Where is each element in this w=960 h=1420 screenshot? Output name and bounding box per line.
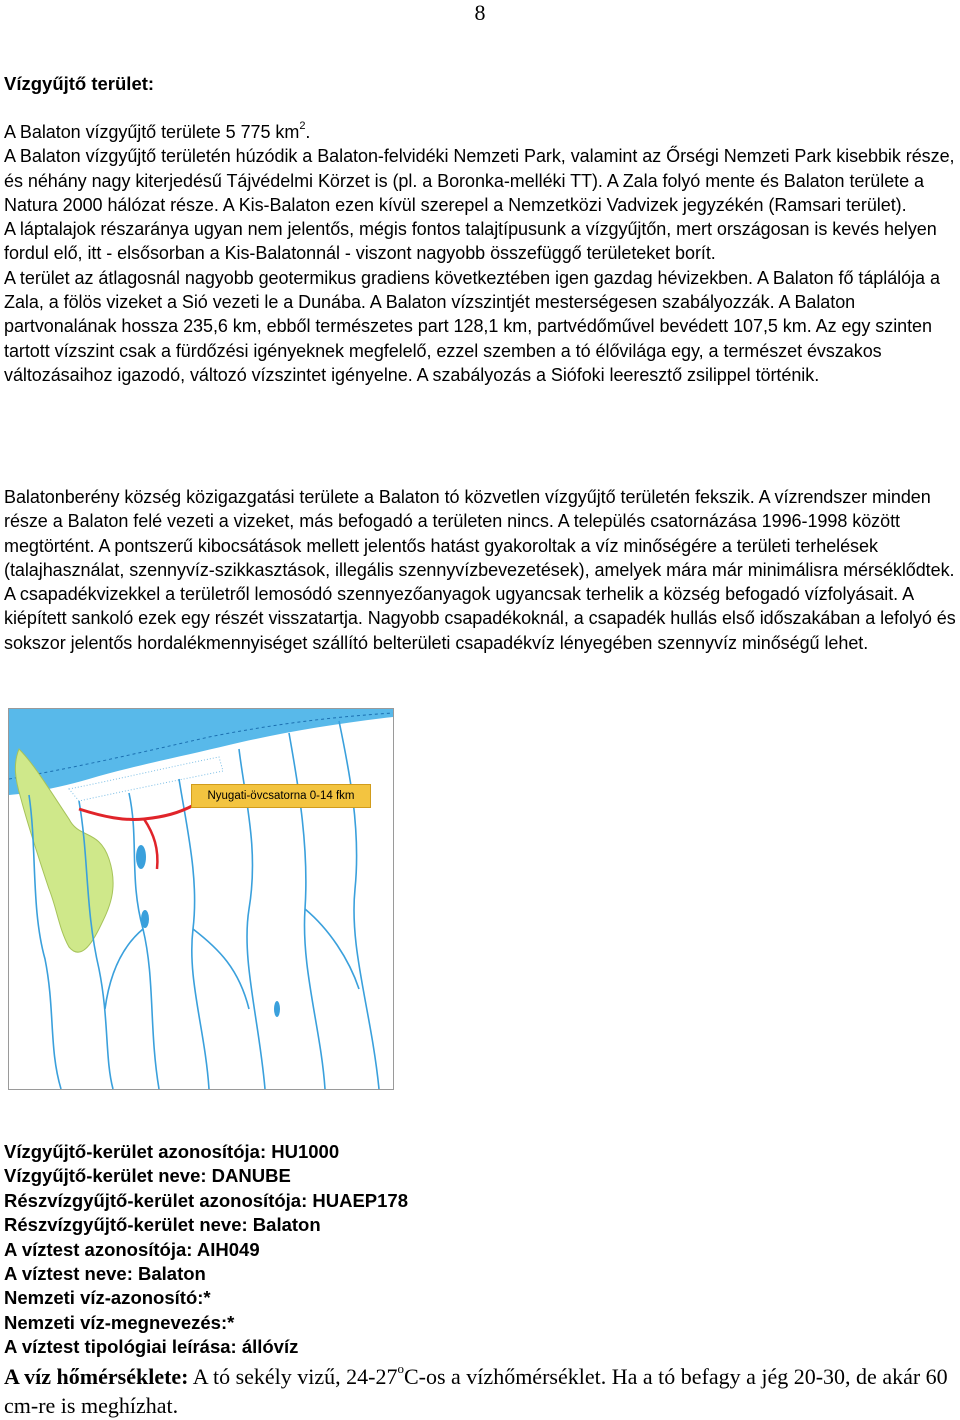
info-district-id: Vízgyűjtő-kerület azonosítója: HU1000 bbox=[4, 1141, 340, 1162]
text-block-village bbox=[4, 485, 956, 655]
temperature-degree: o bbox=[397, 1360, 404, 1376]
lake-shape bbox=[9, 709, 393, 795]
pond-3 bbox=[274, 1001, 280, 1017]
paragraph-parks: A Balaton vízgyűjtő területén húzódik a Balaton-felvidéki Nemzeti Park, valamint az Őrségi Nemzeti Park kisebbik része, és néhány nagy kiterjedésű Tájvédelmi Körzet is (pl. a Boronka-melléki TT). A Zala folyó mente és Balaton területe a Natura 2000 hálózat része. A Kis-Balaton ezen kívül szerepel a Nemzetközi Vadvizek jegyzékén (Ramsari terület). bbox=[4, 146, 955, 215]
river-branch-2 bbox=[105, 929, 143, 1009]
paragraph-hydrology: A terület az átlagosnál nagyobb geotermikus gradiens következtében igen gazdag hévizekben. A Balaton fő táplálója a Zala, a fölös vizeket a Sió vezeti le a Dunába. A Balaton vízszintjét mesterségesen szabályozzák. A Balaton partvonalának hossza 235,6 km, ebből természetes part 128,1 km, partvédőművel bevédett 107,5 km. Az egy szinten tartott vízszint csak a fürdőzési igényeknek megfelelő, ezzel szemben a tó élővilága egy, a természet évszakos változásaihoz igazodó, változó vízszintet igényelne. A szabályozás a Siófoki leeresztő zsilippel történik. bbox=[4, 267, 940, 385]
info-waterbody-id: A víztest azonosítója: AIH049 bbox=[4, 1238, 260, 1260]
paragraph-soils: A láptalajok részaránya ugyan nem jelentős, mégis fontos talajtípusunk a vízgyűjtőn, mert országosan is kevés helyen fordul elő, itt - elsősorban a Kis-Balatonnál - viszont nagyobb összefüggő területeket borít. bbox=[4, 219, 937, 264]
pond-2 bbox=[141, 910, 149, 928]
map-drawing bbox=[9, 709, 393, 1089]
info-district-name: Vízgyűjtő-kerület neve: DANUBE bbox=[4, 1165, 291, 1187]
river-4 bbox=[179, 779, 209, 1089]
watershed-map bbox=[8, 708, 394, 1090]
info-typology: A víztest tipológiai leírása: állóvíz bbox=[4, 1336, 299, 1358]
temperature-text-a: A tó sekély vizű, 24-27 bbox=[188, 1363, 398, 1389]
temperature-label: A víz hőmérséklete: bbox=[4, 1363, 189, 1389]
canal-label: Nyugati-övcsatorna 0-14 fkm bbox=[191, 784, 371, 808]
area-text-end: . bbox=[305, 122, 311, 142]
section-heading: Vízgyűjtő terület: bbox=[4, 73, 155, 94]
info-waterbody-name: A víztest neve: Balaton bbox=[4, 1263, 206, 1285]
waterbody-info bbox=[4, 1140, 956, 1420]
info-subdistrict-name: Részvízgyűjtő-kerület neve: Balaton bbox=[4, 1214, 321, 1236]
info-national-id: Nemzeti víz-azonosító:* bbox=[4, 1287, 211, 1309]
canal-line-branch bbox=[144, 819, 157, 869]
river-branch-3 bbox=[305, 909, 359, 989]
temperature-text-b: C-os a vízhőmérséklet. Ha a tó befagy a jég 20-30, de akár 60 cm-re is meghízhat. bbox=[4, 1363, 948, 1418]
water-temperature bbox=[4, 1362, 956, 1420]
area-text: A Balaton vízgyűjtő területe 5 775 km bbox=[4, 122, 300, 142]
paragraph-area bbox=[4, 120, 956, 144]
text-block-watershed bbox=[4, 120, 956, 387]
river-branch-1 bbox=[193, 929, 249, 1009]
paragraph-village: Balatonberény község közigazgatási területe a Balaton tó közvetlen vízgyűjtő területén fekszik. A vízrendszer minden része a Balaton felé vezeti a vizeket, más befogadó a területen nincs. A település csatornázása 1996-1998 között megtörtént. A pontszerű kibocsátások mellett jelentős hatást gyakoroltak a víz minőségére a területi terhelések (talajhasználat, szennyvíz-szikkasztások, illegális szennyvízbevezetések), amelyek mára már minimálisra mérséklődtek. A csapadékvizekkel a területről lemosódó szennyezőanyagok ugyancsak terhelik a község befogadó vízfolyásait. A kiépített sankoló ezek egy részét visszatartja. Nagyobb csapadékoknál, a csapadék hullás első időszakában a lefolyó és sokszor jelentős hordalékmennyiséget szállító belterületi csapadékvíz lényegében szennyvíz minőségű lehet. bbox=[4, 487, 956, 653]
pond-1 bbox=[136, 845, 146, 869]
info-national-name: Nemzeti víz-megnevezés:* bbox=[4, 1311, 235, 1333]
page-number: 8 bbox=[474, 0, 486, 25]
river-7 bbox=[339, 721, 379, 1089]
area-superscript: 2 bbox=[299, 120, 306, 132]
info-subdistrict-id: Részvízgyűjtő-kerület azonosítója: HUAEP178 bbox=[4, 1189, 409, 1211]
